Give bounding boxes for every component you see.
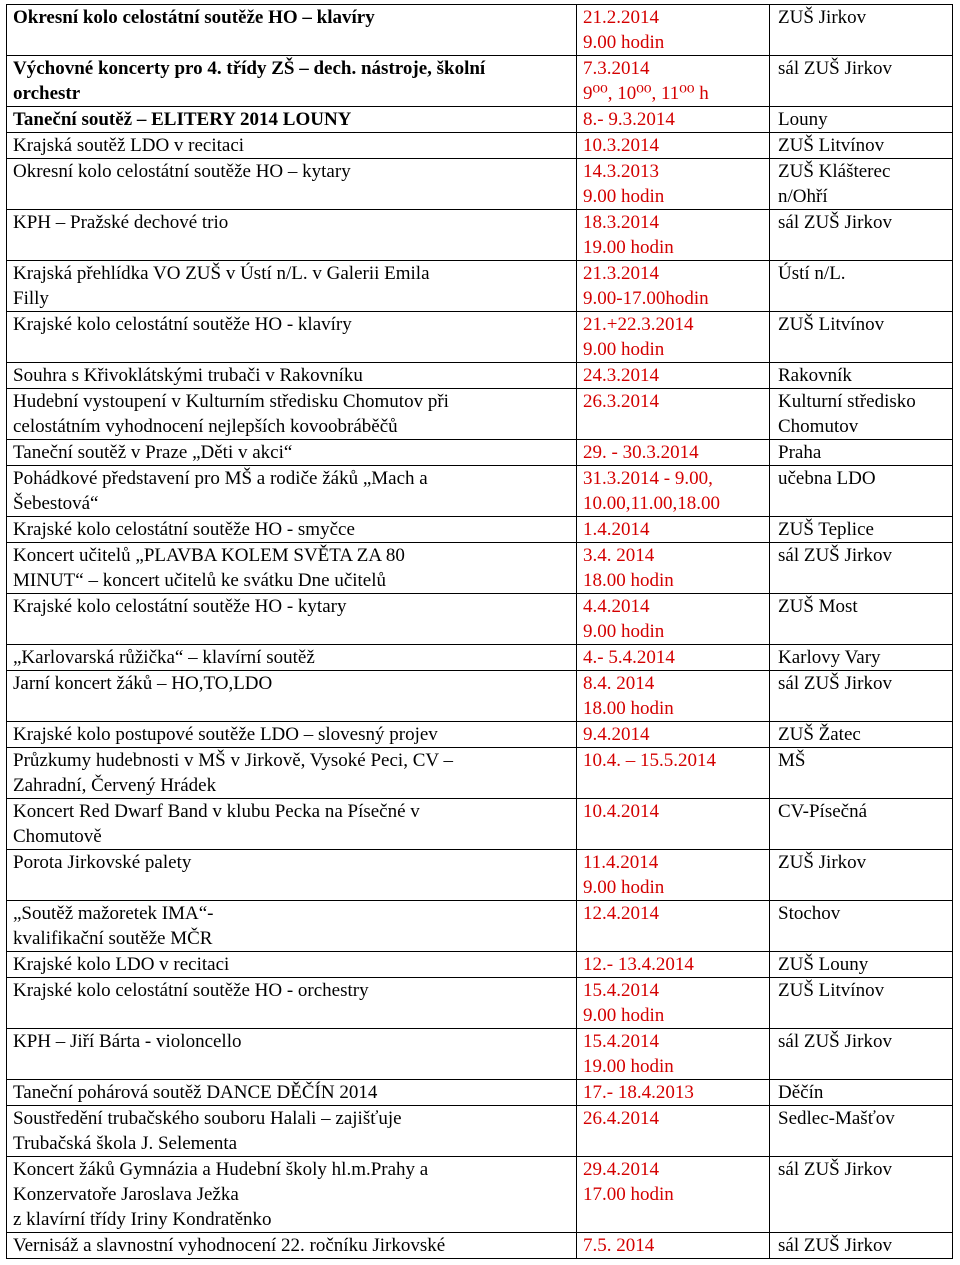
- event-text-line: KPH – Pražské dechové trio: [13, 212, 229, 233]
- place-text-line: ZUŠ Jirkov: [778, 852, 867, 873]
- place-cell: [770, 312, 953, 363]
- place-cell: [770, 363, 953, 389]
- place-text-line: Stochov: [778, 903, 841, 924]
- event-text-line: KPH – Jiří Bárta - violoncello: [13, 1031, 242, 1052]
- event-cell: [7, 978, 577, 1029]
- table-row: [7, 952, 953, 978]
- date-text-line: 9.00 hodin: [583, 877, 665, 898]
- date-cell: [577, 159, 770, 210]
- date-text-line: 18.3.2014: [583, 212, 659, 233]
- date-text-line: 4.4.2014: [583, 596, 650, 617]
- date-cell: [577, 440, 770, 466]
- date-text-line: 9.00 hodin: [583, 339, 665, 360]
- date-text-line: 29.4.2014: [583, 1159, 659, 1180]
- table-row: [7, 133, 953, 159]
- date-cell: [577, 748, 770, 799]
- date-cell: [577, 1106, 770, 1157]
- event-text-line: Krajské kolo postupové soutěže LDO – slovesný projev: [13, 724, 438, 745]
- date-text-line: 29. - 30.3.2014: [583, 442, 699, 463]
- event-text-line: „Karlovarská růžička“ – klavírní soutěž: [13, 647, 315, 668]
- event-cell: [7, 389, 577, 440]
- place-text-line: Děčín: [778, 1082, 824, 1103]
- place-cell: [770, 645, 953, 671]
- date-text-line: 11.4.2014: [583, 852, 659, 873]
- place-cell: [770, 1106, 953, 1157]
- table-row: [7, 671, 953, 722]
- event-text-line: MINUT“ – koncert učitelů ke svátku Dne učitelů: [13, 570, 387, 591]
- date-cell: [577, 210, 770, 261]
- event-cell: [7, 210, 577, 261]
- table-row: [7, 722, 953, 748]
- event-cell: [7, 850, 577, 901]
- place-text-line: sál ZUŠ Jirkov: [778, 212, 892, 233]
- event-text-line: Filly: [13, 288, 49, 309]
- event-text-line: kvalifikační soutěže MČR: [13, 928, 213, 949]
- table-row: [7, 1029, 953, 1080]
- event-cell: [7, 722, 577, 748]
- event-text-line: Taneční soutěž – ELITERY 2014 LOUNY: [13, 109, 352, 130]
- event-text-line: Výchovné koncerty pro 4. třídy ZŠ – dech. nástroje, školní: [13, 58, 486, 79]
- date-text-line: 17.00 hodin: [583, 1184, 674, 1205]
- date-text-line: 18.00 hodin: [583, 698, 674, 719]
- date-text-line: 7.3.2014: [583, 58, 650, 79]
- date-text-line: 24.3.2014: [583, 365, 659, 386]
- date-text-line: 31.3.2014 - 9.00,: [583, 468, 713, 489]
- date-cell: [577, 363, 770, 389]
- event-text-line: Koncert Red Dwarf Band v klubu Pecka na Písečné v: [13, 801, 420, 822]
- event-text-line: Soustředění trubačského souboru Halali – zajišťuje: [13, 1108, 402, 1129]
- event-cell: [7, 952, 577, 978]
- place-text-line: ZUŠ Litvínov: [778, 135, 885, 156]
- table-row: [7, 312, 953, 363]
- place-text-line: ZUŠ Klášterec: [778, 161, 891, 182]
- date-cell: [577, 312, 770, 363]
- place-text-line: Rakovník: [778, 365, 852, 386]
- event-text-line: Průzkumy hudebnosti v MŠ v Jirkově, Vysoké Peci, CV –: [13, 750, 453, 771]
- event-text-line: Hudební vystoupení v Kulturním středisku Chomutov při: [13, 391, 449, 412]
- place-cell: [770, 952, 953, 978]
- date-cell: [577, 850, 770, 901]
- events-table: [6, 4, 953, 1259]
- event-text-line: Krajská přehlídka VO ZUŠ v Ústí n/L. v Galerii Emila: [13, 263, 430, 284]
- place-text-line: Sedlec-Mašťov: [778, 1108, 895, 1129]
- date-cell: [577, 594, 770, 645]
- event-cell: [7, 901, 577, 952]
- table-row: [7, 1080, 953, 1106]
- place-cell: [770, 543, 953, 594]
- event-cell: [7, 466, 577, 517]
- event-cell: [7, 748, 577, 799]
- place-cell: [770, 1080, 953, 1106]
- event-cell: [7, 1029, 577, 1080]
- date-text-line: 9⁰⁰, 10⁰⁰, 11⁰⁰ h: [583, 83, 709, 104]
- date-cell: [577, 1157, 770, 1233]
- date-text-line: 21.+22.3.2014: [583, 314, 694, 335]
- table-row: [7, 748, 953, 799]
- table-row: [7, 363, 953, 389]
- date-cell: [577, 952, 770, 978]
- date-text-line: 9.4.2014: [583, 724, 650, 745]
- date-cell: [577, 107, 770, 133]
- event-text-line: Šebestová“: [13, 493, 99, 514]
- table-row: [7, 389, 953, 440]
- place-cell: [770, 389, 953, 440]
- place-cell: [770, 799, 953, 850]
- date-text-line: 10.00,11.00,18.00: [583, 493, 721, 514]
- place-cell: [770, 5, 953, 56]
- place-text-line: ZUŠ Jirkov: [778, 7, 867, 28]
- place-text-line: sál ZUŠ Jirkov: [778, 545, 892, 566]
- event-text-line: Jarní koncert žáků – HO,TO,LDO: [13, 673, 273, 694]
- date-text-line: 26.4.2014: [583, 1108, 659, 1129]
- event-text-line: Krajské kolo LDO v recitaci: [13, 954, 230, 975]
- table-row: [7, 1233, 953, 1259]
- event-text-line: Konzervatoře Jaroslava Ježka: [13, 1184, 239, 1205]
- event-cell: [7, 159, 577, 210]
- table-row: [7, 261, 953, 312]
- place-text-line: ZUŠ Žatec: [778, 724, 861, 745]
- date-text-line: 17.- 18.4.2013: [583, 1082, 694, 1103]
- event-cell: [7, 517, 577, 543]
- place-cell: [770, 748, 953, 799]
- table-row: [7, 594, 953, 645]
- date-text-line: 26.3.2014: [583, 391, 659, 412]
- place-text-line: Praha: [778, 442, 822, 463]
- date-text-line: 9.00 hodin: [583, 32, 665, 53]
- event-text-line: Koncert učitelů „PLAVBA KOLEM SVĚTA ZA 80: [13, 545, 405, 566]
- event-text-line: Krajské kolo celostátní soutěže HO - smyčce: [13, 519, 355, 540]
- date-text-line: 12.- 13.4.2014: [583, 954, 694, 975]
- place-cell: [770, 850, 953, 901]
- event-cell: [7, 594, 577, 645]
- place-cell: [770, 261, 953, 312]
- event-text-line: Koncert žáků Gymnázia a Hudební školy hl.m.Prahy a: [13, 1159, 429, 1180]
- place-text-line: Ústí n/L.: [778, 263, 846, 284]
- date-text-line: 15.4.2014: [583, 980, 659, 1001]
- place-cell: [770, 133, 953, 159]
- event-cell: [7, 671, 577, 722]
- date-cell: [577, 543, 770, 594]
- date-text-line: 19.00 hodin: [583, 1056, 674, 1077]
- event-cell: [7, 261, 577, 312]
- table-row: [7, 5, 953, 56]
- event-text-line: Vernisáž a slavnostní vyhodnocení 22. ročníku Jirkovské: [13, 1235, 446, 1256]
- place-text-line: Karlovy Vary: [778, 647, 881, 668]
- place-text-line: ZUŠ Litvínov: [778, 314, 885, 335]
- events-table-body: [7, 5, 953, 1259]
- place-text-line: n/Ohří: [778, 186, 828, 207]
- date-text-line: 9.00-17.00hodin: [583, 288, 709, 309]
- place-cell: [770, 671, 953, 722]
- event-cell: [7, 1080, 577, 1106]
- event-text-line: Taneční pohárová soutěž DANCE DĚČÍN 2014: [13, 1082, 378, 1103]
- place-cell: [770, 594, 953, 645]
- place-cell: [770, 1157, 953, 1233]
- place-text-line: Chomutov: [778, 416, 859, 437]
- event-text-line: „Soutěž mažoretek IMA“-: [13, 903, 214, 924]
- table-row: [7, 645, 953, 671]
- event-text-line: Krajská soutěž LDO v recitaci: [13, 135, 245, 156]
- event-text-line: celostátním vyhodnocení nejlepších kovoobráběčů: [13, 416, 398, 437]
- event-cell: [7, 363, 577, 389]
- date-text-line: 21.3.2014: [583, 263, 659, 284]
- event-text-line: Porota Jirkovské palety: [13, 852, 192, 873]
- date-cell: [577, 133, 770, 159]
- event-text-line: z klavírní třídy Iriny Kondratěnko: [13, 1209, 272, 1230]
- place-text-line: sál ZUŠ Jirkov: [778, 1159, 892, 1180]
- date-cell: [577, 901, 770, 952]
- place-cell: [770, 1233, 953, 1259]
- date-cell: [577, 5, 770, 56]
- place-text-line: sál ZUŠ Jirkov: [778, 58, 892, 79]
- event-cell: [7, 133, 577, 159]
- date-text-line: 15.4.2014: [583, 1031, 659, 1052]
- event-cell: [7, 312, 577, 363]
- date-cell: [577, 517, 770, 543]
- place-text-line: MŠ: [778, 750, 806, 771]
- date-text-line: 18.00 hodin: [583, 570, 674, 591]
- event-text-line: Trubačská škola J. Selementa: [13, 1133, 238, 1154]
- date-cell: [577, 1029, 770, 1080]
- place-text-line: ZUŠ Teplice: [778, 519, 874, 540]
- place-text-line: CV-Písečná: [778, 801, 868, 822]
- table-row: [7, 107, 953, 133]
- date-cell: [577, 389, 770, 440]
- date-cell: [577, 722, 770, 748]
- table-row: [7, 159, 953, 210]
- place-cell: [770, 159, 953, 210]
- event-text-line: Krajské kolo celostátní soutěže HO - klavíry: [13, 314, 352, 335]
- table-row: [7, 210, 953, 261]
- date-text-line: 10.3.2014: [583, 135, 659, 156]
- date-text-line: 8.4. 2014: [583, 673, 655, 694]
- table-row: [7, 1106, 953, 1157]
- place-cell: [770, 978, 953, 1029]
- table-row: [7, 517, 953, 543]
- event-text-line: Zahradní, Červený Hrádek: [13, 775, 217, 796]
- date-cell: [577, 978, 770, 1029]
- event-cell: [7, 1157, 577, 1233]
- date-text-line: 4.- 5.4.2014: [583, 647, 675, 668]
- event-cell: [7, 5, 577, 56]
- table-row: [7, 466, 953, 517]
- place-text-line: sál ZUŠ Jirkov: [778, 1235, 892, 1256]
- event-text-line: Taneční soutěž v Praze „Děti v akci“: [13, 442, 293, 463]
- date-text-line: 3.4. 2014: [583, 545, 655, 566]
- table-row: [7, 978, 953, 1029]
- place-cell: [770, 1029, 953, 1080]
- place-cell: [770, 440, 953, 466]
- date-text-line: 9.00 hodin: [583, 1005, 665, 1026]
- table-row: [7, 1157, 953, 1233]
- place-text-line: ZUŠ Louny: [778, 954, 869, 975]
- place-text-line: sál ZUŠ Jirkov: [778, 1031, 892, 1052]
- date-cell: [577, 1233, 770, 1259]
- place-cell: [770, 517, 953, 543]
- event-text-line: Souhra s Křivoklátskými trubači v Rakovníku: [13, 365, 363, 386]
- place-cell: [770, 466, 953, 517]
- place-cell: [770, 56, 953, 107]
- date-text-line: 21.2.2014: [583, 7, 659, 28]
- date-text-line: 9.00 hodin: [583, 621, 665, 642]
- place-text-line: ZUŠ Most: [778, 596, 858, 617]
- date-text-line: 7.5. 2014: [583, 1235, 655, 1256]
- event-cell: [7, 645, 577, 671]
- date-cell: [577, 645, 770, 671]
- event-cell: [7, 1233, 577, 1259]
- event-cell: [7, 440, 577, 466]
- date-cell: [577, 261, 770, 312]
- place-cell: [770, 210, 953, 261]
- date-text-line: 9.00 hodin: [583, 186, 665, 207]
- date-text-line: 1.4.2014: [583, 519, 650, 540]
- table-row: [7, 799, 953, 850]
- date-text-line: 8.- 9.3.2014: [583, 109, 675, 130]
- place-cell: [770, 107, 953, 133]
- date-text-line: 14.3.2013: [583, 161, 659, 182]
- place-cell: [770, 722, 953, 748]
- table-row: [7, 440, 953, 466]
- event-text-line: Krajské kolo celostátní soutěže HO - orchestry: [13, 980, 369, 1001]
- date-cell: [577, 56, 770, 107]
- event-cell: [7, 56, 577, 107]
- date-cell: [577, 671, 770, 722]
- event-text-line: Pohádkové představení pro MŠ a rodiče žáků „Mach a: [13, 468, 428, 489]
- table-row: [7, 56, 953, 107]
- date-text-line: 19.00 hodin: [583, 237, 674, 258]
- event-cell: [7, 799, 577, 850]
- event-text-line: Krajské kolo celostátní soutěže HO - kytary: [13, 596, 347, 617]
- place-text-line: sál ZUŠ Jirkov: [778, 673, 892, 694]
- place-text-line: učebna LDO: [778, 468, 876, 489]
- place-cell: [770, 901, 953, 952]
- date-text-line: 10.4.2014: [583, 801, 659, 822]
- event-text-line: Chomutově: [13, 826, 102, 847]
- table-row: [7, 901, 953, 952]
- event-cell: [7, 1106, 577, 1157]
- table-row: [7, 850, 953, 901]
- table-row: [7, 543, 953, 594]
- place-text-line: Kulturní středisko: [778, 391, 916, 412]
- place-text-line: ZUŠ Litvínov: [778, 980, 885, 1001]
- date-text-line: 12.4.2014: [583, 903, 659, 924]
- event-text-line: Okresní kolo celostátní soutěže HO – kytary: [13, 161, 351, 182]
- place-text-line: Louny: [778, 109, 828, 130]
- date-cell: [577, 799, 770, 850]
- date-text-line: 10.4. – 15.5.2014: [583, 750, 716, 771]
- event-cell: [7, 107, 577, 133]
- date-cell: [577, 1080, 770, 1106]
- date-cell: [577, 466, 770, 517]
- event-cell: [7, 543, 577, 594]
- event-text-line: Okresní kolo celostátní soutěže HO – klavíry: [13, 7, 375, 28]
- event-text-line: orchestr: [13, 83, 81, 104]
